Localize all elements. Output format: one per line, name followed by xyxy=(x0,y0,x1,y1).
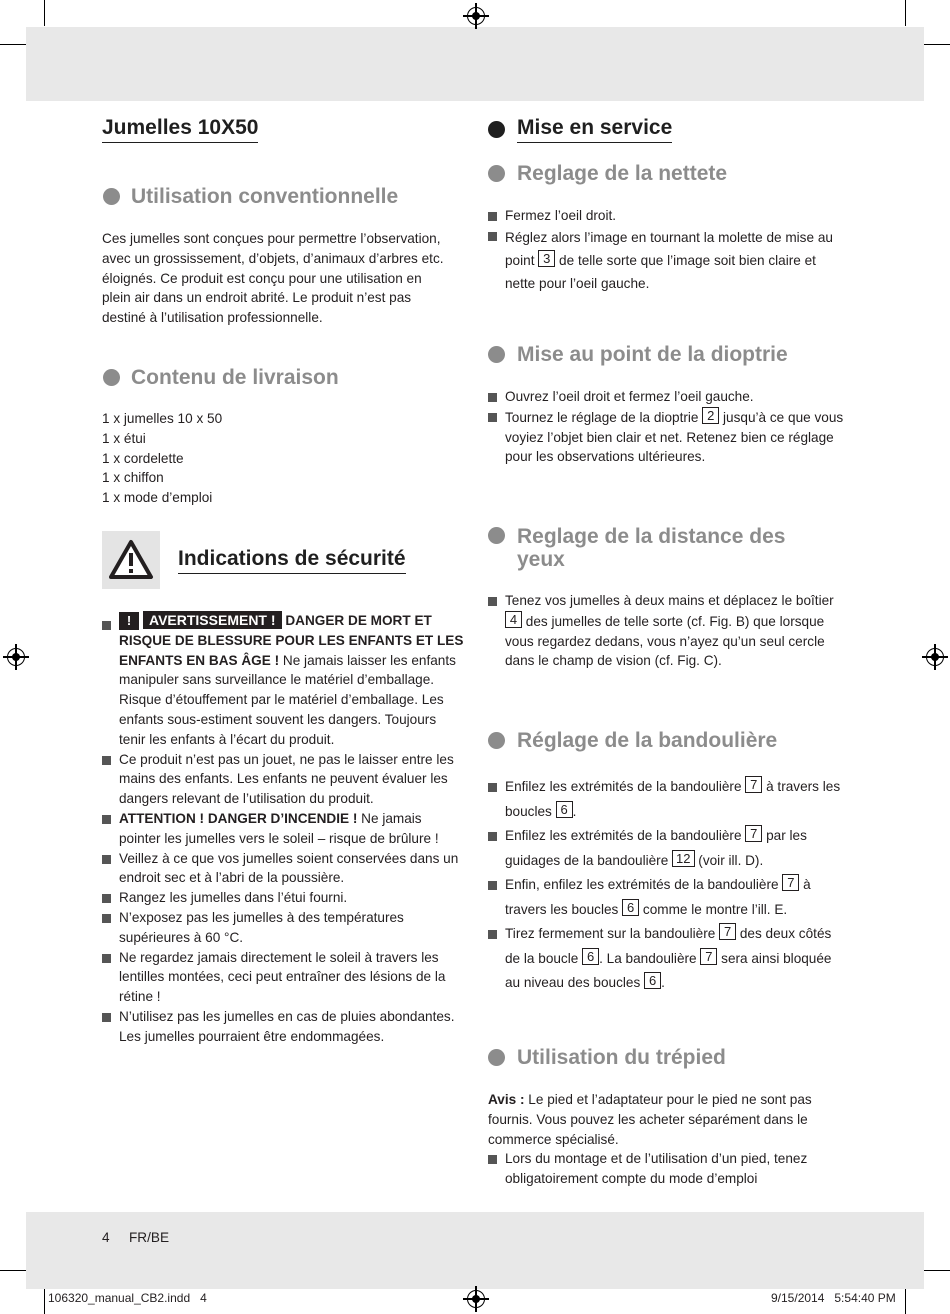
part-number: 7 xyxy=(719,923,736,940)
list-item-text: Enfin, enfilez les extrémités de la bandoulière xyxy=(505,877,779,892)
square-bullet-icon xyxy=(488,232,497,241)
list-item xyxy=(102,948,464,1007)
square-bullet-icon xyxy=(102,756,111,765)
list-item-text: des deux côtés de la boucle xyxy=(505,926,832,966)
square-bullet-icon xyxy=(488,1155,497,1164)
diopter-list xyxy=(488,387,848,467)
square-bullet-icon xyxy=(102,1013,111,1022)
list-item xyxy=(488,1149,848,1189)
square-bullet-icon xyxy=(488,393,497,402)
print-date: 9/15/2014 5:54:40 PM xyxy=(771,1291,896,1305)
eye-list xyxy=(488,591,848,671)
warning-triangle-icon xyxy=(102,531,160,589)
heading-bullet-icon xyxy=(488,1049,505,1066)
list-item-text: Tournez le réglage de la dioptrie xyxy=(505,409,699,425)
usage-heading: Utilisation conventionnelle xyxy=(131,185,399,208)
list-item-text: Ne jamais pointer les jumelles vers le soleil – risque de brûlure ! xyxy=(119,810,439,846)
square-bullet-icon xyxy=(488,783,497,792)
crop-mark xyxy=(44,1289,45,1314)
list-item-text: Ne regardez jamais directement le soleil à travers les lentilles montées, ceci peut entraîner des lésions de la rétine ! xyxy=(119,949,446,1005)
strap-heading: Réglage de la bandoulière xyxy=(517,729,778,752)
eye-heading-line: Reglage de la distance des xyxy=(517,525,786,548)
list-item xyxy=(488,775,848,824)
list-item-text: . xyxy=(661,975,665,990)
list-item-text: . La bandoulière xyxy=(599,950,697,966)
part-number: 7 xyxy=(745,825,762,842)
list-item-text: Tirez fermement sur la bandoulière xyxy=(505,926,716,941)
list-item-text: à travers les boucles xyxy=(505,779,841,819)
list-item xyxy=(488,922,848,996)
square-bullet-icon xyxy=(488,212,497,221)
part-number: 12 xyxy=(672,850,694,867)
list-item: 1 x cordelette xyxy=(102,450,184,466)
focus-heading: Reglage de la nettete xyxy=(517,162,728,185)
list-item-text: Réglez alors l’image en tournant la molette de mise au point xyxy=(505,229,833,268)
part-number: 3 xyxy=(538,250,555,267)
strap-list xyxy=(488,775,848,996)
heading-bullet-icon xyxy=(488,165,505,182)
heading-bullet-icon xyxy=(103,369,120,386)
eye-distance-heading xyxy=(517,525,785,571)
list-item-text: sera ainsi bloquée au niveau des boucles xyxy=(505,950,832,990)
list-item xyxy=(488,387,848,407)
list-item: 1 x étui xyxy=(102,430,146,446)
usage-text: Ces jumelles sont conçues pour permettre l’observation, avec un grossissement, d’objets, d’animaux d’arbres etc. éloignés. Ce produit est conçu pour une utilisation en plein air dans un endroit abrité. Le produit n’est pas destiné à l’utilisation professionnelle. xyxy=(102,231,444,326)
square-bullet-icon xyxy=(488,597,497,606)
list-item xyxy=(488,226,848,295)
square-bullet-icon xyxy=(102,621,111,630)
crop-mark xyxy=(44,0,45,26)
warning-label: AVERTISSEMENT ! xyxy=(143,611,282,629)
list-item xyxy=(102,1007,464,1047)
crop-mark xyxy=(924,44,950,45)
focus-list xyxy=(488,206,848,295)
crop-mark xyxy=(905,1289,906,1314)
registration-mark-icon xyxy=(467,7,485,25)
warning-text: Ne jamais laisser les enfants manipuler sans surveillance le matériel d’emballage. Risque d’étouffement par le matériel d’emballage. Les enfants sous-estiment souvent les dangers. Toujours tenir les enfants à l’écart du produit. xyxy=(119,652,456,747)
list-item-text: Veillez à ce que vos jumelles soient conservées dans un endroit sec et à l’abri de la poussière. xyxy=(119,850,459,886)
eye-heading-line: yeux xyxy=(517,548,565,571)
list-item xyxy=(102,809,464,849)
list-item: 1 x mode d’emploi xyxy=(102,490,213,506)
list-item-text: Ce produit n’est pas un jouet, ne pas le laisser entre les mains des enfants. Les enfants ne peuvent évaluer les dangers relevant de l’utilisation du produit. xyxy=(119,751,454,807)
heading-bullet-icon xyxy=(488,121,505,138)
part-number: 2 xyxy=(702,407,719,424)
footer-band xyxy=(26,1212,924,1289)
list-item-text: Enfilez les extrémités de la bandoulière xyxy=(505,828,742,843)
left-title xyxy=(102,116,258,143)
note-label: Avis : xyxy=(488,1092,525,1107)
part-number: 6 xyxy=(622,899,639,916)
header-band xyxy=(26,27,924,101)
part-number: 7 xyxy=(700,948,717,965)
safety-list xyxy=(102,611,464,1047)
square-bullet-icon xyxy=(102,954,111,963)
square-bullet-icon xyxy=(488,832,497,841)
list-item-text: à travers les boucles xyxy=(505,877,811,917)
warning-bold-text: DANGER DE MORT ET RISQUE DE BLESSURE POUR LES ENFANTS ET LES ENFANTS EN BAS ÂGE ! xyxy=(119,613,464,668)
part-number: 4 xyxy=(505,611,522,628)
list-item: 1 x chiffon xyxy=(102,470,164,486)
diopter-heading: Mise au point de la dioptrie xyxy=(517,343,788,366)
square-bullet-icon xyxy=(488,881,497,890)
square-bullet-icon xyxy=(102,894,111,903)
list-item xyxy=(488,206,848,226)
list-item xyxy=(102,888,464,908)
contents-heading: Contenu de livraison xyxy=(131,366,339,389)
list-item-text: jusqu’à ce que vous voyiez l’objet bien clair et net. Retenez bien ce réglage pour les observations ultérieures. xyxy=(505,409,844,465)
list-item xyxy=(102,849,464,889)
crop-mark xyxy=(0,1270,26,1271)
tripod-section xyxy=(488,1090,848,1189)
list-item-text: Ouvrez l’oeil droit et fermez l’oeil gauche. xyxy=(505,389,754,404)
list-item-text: . xyxy=(572,803,577,819)
list-item: 1 x jumelles 10 x 50 xyxy=(102,411,223,426)
registration-mark-icon xyxy=(467,1290,485,1308)
fire-warning-label: ATTENTION ! DANGER D’INCENDIE ! xyxy=(119,810,358,826)
list-item xyxy=(102,750,464,809)
list-item-text: de telle sorte que l’image soit bien claire et nette pour l’oeil gauche. xyxy=(505,252,816,291)
crop-mark xyxy=(924,1270,950,1271)
note-text: Le pied et l’adaptateur pour le pied ne sont pas fournis. Vous pouvez les acheter séparément dans le commerce spécialisé. xyxy=(488,1092,812,1147)
safety-title xyxy=(178,547,406,574)
list-item xyxy=(102,908,464,948)
list-item-text: (voir ill. D). xyxy=(698,852,764,868)
list-item xyxy=(488,824,848,873)
document-title: Jumelles 10X50 xyxy=(102,116,258,143)
setup-title: Mise en service xyxy=(517,116,672,143)
page-number: 4 xyxy=(102,1230,110,1245)
part-number: 7 xyxy=(782,874,799,891)
list-item xyxy=(102,611,464,750)
list-item-text: Lors du montage et de l’utilisation d’un pied, tenez obligatoirement compte du mode d’emploi xyxy=(505,1151,808,1187)
tripod-note xyxy=(488,1090,848,1149)
list-item-text: comme le montre l’ill. E. xyxy=(642,901,788,917)
file-name: 106320_manual_CB2.indd 4 xyxy=(48,1291,207,1305)
heading-bullet-icon xyxy=(488,527,505,544)
list-item-text: des jumelles de telle sorte (cf. Fig. B) que lorsque vous regardez dedans, vous n’ayez qu’un seul cercle dans le champ de vision (cf. Fig. C). xyxy=(505,613,825,669)
list-item xyxy=(488,407,848,467)
square-bullet-icon xyxy=(102,815,111,824)
contents-list xyxy=(102,409,402,508)
right-title xyxy=(517,116,672,143)
list-item xyxy=(488,591,848,671)
part-number: 7 xyxy=(745,776,762,793)
square-bullet-icon xyxy=(102,914,111,923)
language-code: FR/BE xyxy=(129,1230,170,1245)
list-item-text: N’exposez pas les jumelles à des températures supérieures à 60 °C. xyxy=(119,909,404,945)
square-bullet-icon xyxy=(488,930,497,939)
part-number: 6 xyxy=(556,801,573,818)
part-number: 6 xyxy=(644,972,661,989)
list-item-text: par les guidages de la bandoulière xyxy=(505,828,807,868)
list-item-text: Fermez l’oeil droit. xyxy=(505,208,617,223)
square-bullet-icon xyxy=(102,855,111,864)
safety-heading: Indications de sécurité xyxy=(178,547,406,574)
heading-bullet-icon xyxy=(103,188,120,205)
heading-bullet-icon xyxy=(488,346,505,363)
crop-mark xyxy=(0,44,26,45)
part-number: 6 xyxy=(582,948,599,965)
list-item xyxy=(488,873,848,922)
crop-mark xyxy=(905,0,906,26)
registration-mark-icon xyxy=(7,648,25,666)
registration-mark-icon xyxy=(926,648,944,666)
tripod-heading: Utilisation du trépied xyxy=(517,1046,726,1069)
list-item-text: Rangez les jumelles dans l’étui fourni. xyxy=(119,890,348,906)
list-item-text: Enfilez les extrémités de la bandoulière xyxy=(505,779,742,794)
list-item-text: Tenez vos jumelles à deux mains et déplacez le boîtier xyxy=(505,593,834,608)
heading-bullet-icon xyxy=(488,732,505,749)
warning-icon: ! xyxy=(119,612,139,630)
square-bullet-icon xyxy=(488,413,497,422)
list-item-text: N’utilisez pas les jumelles en cas de pluies abondantes. Les jumelles pourraient être endommagées. xyxy=(119,1008,455,1044)
